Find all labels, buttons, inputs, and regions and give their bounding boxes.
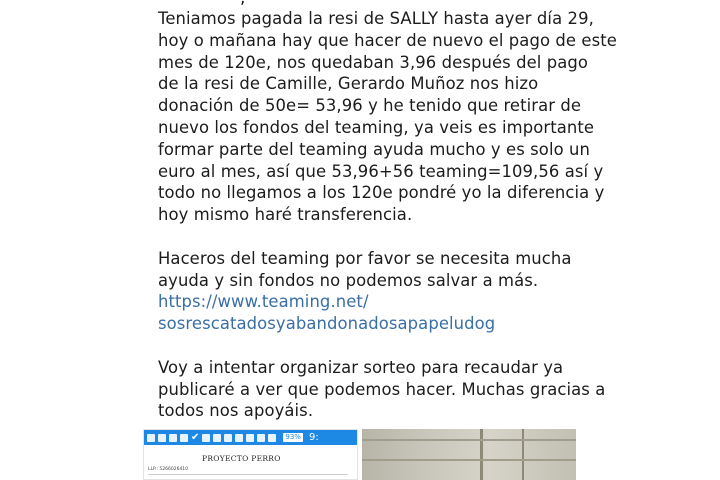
photo-beam	[362, 459, 576, 461]
document-reference: LLP.: 5266026410	[148, 467, 189, 472]
screen-icon	[235, 434, 243, 442]
phone-status-bar	[144, 430, 357, 445]
photo-attachments	[143, 429, 576, 480]
attachment-photo-2[interactable]	[362, 429, 576, 480]
whatsapp-icon	[180, 434, 188, 442]
text-line: Haceros del teaming por favor se necesita mucha	[158, 248, 572, 268]
text-line: Voy a intentar organizar sorteo para recaudar ya	[158, 357, 564, 377]
text-line: nuevo los fondos del teaming, ya veis es importante	[158, 117, 595, 137]
image-icon	[224, 434, 232, 442]
teaming-link[interactable]: https://www.teaming.net/	[158, 292, 369, 312]
text-line: hoy mismo haré transferencia.	[158, 205, 413, 225]
text-line: ayuda y sin fondos no podemos salvar a más.	[158, 270, 539, 290]
text-line: hoy o mañana hay que hacer de nuevo el pago de este	[158, 30, 617, 50]
facebook-icon	[147, 434, 155, 442]
attachment-photo-1[interactable]	[143, 429, 358, 480]
photo-pole	[522, 429, 524, 480]
photo-beam	[362, 439, 576, 441]
paragraph-3	[158, 357, 606, 422]
mail-icon	[213, 434, 221, 442]
battery-indicator: 93%	[285, 433, 301, 441]
document-title: PROYECTO PERRO	[202, 454, 281, 463]
post-body	[158, 8, 617, 444]
teaming-link-continued[interactable]: sosrescatadosyabandonadosapapeludog	[158, 314, 496, 334]
photo-pole	[480, 429, 483, 480]
text-line: de la resi de Camille, Gerardo Muñoz nos hizo	[158, 74, 539, 94]
text-line: todo no llegamos a los 120e pondré yo la diferencia y	[158, 183, 605, 203]
text-line: formar parte del teaming ayuda mucho y es solo un	[158, 139, 591, 159]
phone-icon	[169, 434, 177, 442]
text-fragment	[240, 0, 245, 8]
folder-icon	[202, 434, 210, 442]
paragraph-2	[158, 248, 578, 335]
text-line: todos nos apoyáis.	[158, 401, 314, 421]
status-time: 9:	[308, 432, 319, 443]
notification-icon	[158, 434, 166, 442]
text-line: euro al mes, así que 53,96+56 teaming=109,56 así y	[158, 161, 604, 181]
text-line: Teniamos pagada la resi de SALLY hasta ayer día 29,	[158, 9, 594, 28]
paragraph-1	[158, 8, 617, 226]
wifi-icon	[268, 434, 276, 442]
block-icon	[246, 434, 254, 442]
document-divider	[148, 474, 348, 475]
text-line: donación de 50e= 53,96 y he tenido que retirar de	[158, 96, 582, 116]
text-line: mes de 120e, nos quedaban 3,96 después del pago	[158, 52, 589, 72]
text-line: publicaré a ver que podemos hacer. Muchas gracias a	[158, 379, 606, 399]
alarm-icon	[257, 434, 265, 442]
check-icon: ✔	[191, 431, 200, 443]
